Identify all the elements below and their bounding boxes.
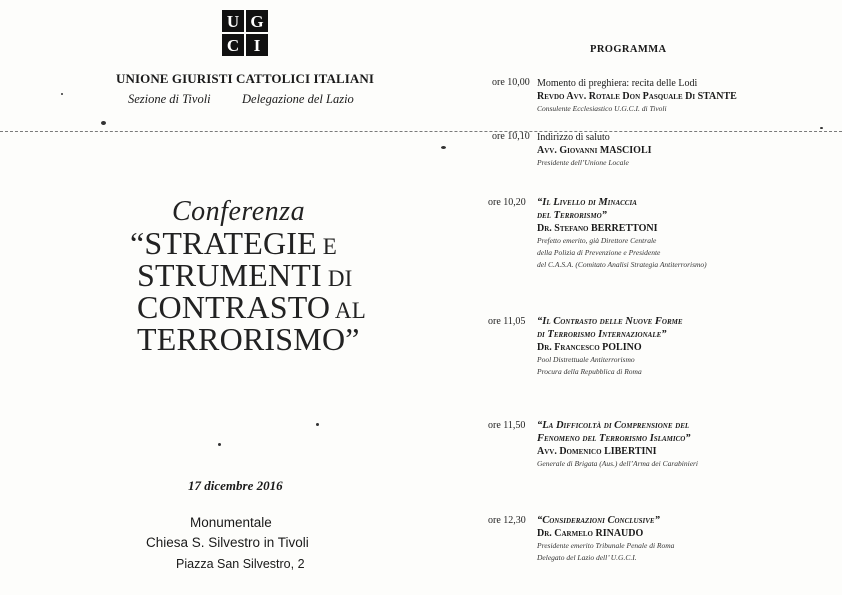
scan-speck bbox=[61, 93, 63, 95]
programme-item bbox=[537, 77, 837, 115]
speaker-note: Delegato del Lazio dell’ U.G.C.I. bbox=[537, 553, 637, 562]
scan-speck bbox=[820, 127, 823, 129]
programme-time: ore 11,05 bbox=[488, 316, 526, 327]
speaker-note: Generale di Brigata (Aus.) dell’Arma dei Carabinieri bbox=[537, 459, 699, 468]
speaker-note: Consulente Ecclesiastico U.G.C.I. di Tivoli bbox=[537, 104, 667, 113]
speaker-note: Pool Distrettuale Antiterrorismo bbox=[537, 355, 635, 364]
speaker-note: Procura della Repubblica di Roma bbox=[537, 367, 642, 376]
programme-heading: PROGRAMMA bbox=[590, 44, 667, 55]
programme-activity: Indirizzo di saluto bbox=[537, 132, 610, 143]
logo-letter-g: G bbox=[246, 10, 268, 32]
logo-letter-i: I bbox=[246, 34, 268, 56]
subtitle-line: CONTRASTO AL bbox=[137, 289, 366, 325]
programme-item bbox=[537, 315, 837, 378]
venue-line-1: Monumentale bbox=[190, 515, 272, 530]
talk-title-line: “Il Contrasto delle Nuove Forme bbox=[537, 316, 683, 327]
subtitle-line: “STRATEGIE E bbox=[130, 225, 338, 261]
programme-item bbox=[537, 131, 837, 169]
section-name: Sezione di Tivoli bbox=[128, 92, 211, 106]
speaker-note: Prefetto emerito, già Direttore Centrale bbox=[537, 236, 657, 245]
venue-address: Piazza San Silvestro, 2 bbox=[176, 557, 305, 571]
conference-title: Conferenza bbox=[172, 196, 306, 227]
speaker-note: della Polizia di Prevenzione e Presidente bbox=[537, 248, 661, 257]
talk-title-line: del Terrorismo” bbox=[537, 210, 607, 221]
programme-time: ore 11,50 bbox=[488, 420, 526, 431]
ugci-logo bbox=[222, 10, 268, 56]
speaker-note: Presidente emerito Tribunale Penale di Roma bbox=[537, 541, 675, 550]
programme-time: ore 10,00 bbox=[492, 77, 530, 88]
subtitle-line: TERRORISMO” bbox=[137, 321, 360, 357]
talk-title-line: Fenomeno del Terrorismo Islamico” bbox=[537, 433, 691, 444]
talk-title-line: di Terrorismo Internazionale” bbox=[537, 329, 667, 340]
speaker: Revdo Avv. Rotale Don Pasquale Di STANTE bbox=[537, 91, 737, 102]
scan-speck bbox=[316, 423, 319, 426]
talk-title-line: “Il Livello di Minaccia bbox=[537, 197, 637, 208]
programme-item bbox=[537, 419, 837, 470]
scan-speck bbox=[101, 121, 106, 125]
speaker: Dr. Francesco POLINO bbox=[537, 342, 642, 353]
talk-title-line: “La Difficoltà di Comprensione del bbox=[537, 420, 690, 431]
programme-activity: Momento di preghiera: recita delle Lodi bbox=[537, 78, 698, 89]
programme-time: ore 10,10 bbox=[492, 131, 530, 142]
speaker: Avv. Domenico LIBERTINI bbox=[537, 446, 657, 457]
logo-letter-u: U bbox=[222, 10, 244, 32]
talk-title-line: “Considerazioni Conclusive” bbox=[537, 515, 660, 526]
delegation-name: Delegazione del Lazio bbox=[242, 92, 354, 106]
logo-letter-c: C bbox=[222, 34, 244, 56]
speaker-note: Presidente dell’Unione Locale bbox=[537, 158, 629, 167]
subtitle-line: STRUMENTI DI bbox=[137, 257, 353, 293]
scan-speck bbox=[218, 443, 221, 446]
organization-name: UNIONE GIURISTI CATTOLICI ITALIANI bbox=[115, 71, 375, 86]
speaker: Dr. Carmelo RINAUDO bbox=[537, 528, 644, 539]
event-date: 17 dicembre 2016 bbox=[188, 478, 283, 493]
speaker: Dr. Stefano BERRETTONI bbox=[537, 223, 658, 234]
scan-speck bbox=[441, 146, 446, 149]
programme-item bbox=[537, 514, 837, 564]
conference-subtitle bbox=[130, 225, 366, 357]
programme-time: ore 12,30 bbox=[488, 515, 526, 526]
speaker-note: del C.A.S.A. (Comitato Analisi Strategia Antiterrorismo) bbox=[537, 260, 707, 269]
programme-time: ore 10,20 bbox=[488, 197, 526, 208]
venue-line-2: Chiesa S. Silvestro in Tivoli bbox=[146, 535, 309, 550]
speaker: Avv. Giovanni MASCIOLI bbox=[537, 145, 652, 156]
programme-item bbox=[537, 196, 837, 271]
